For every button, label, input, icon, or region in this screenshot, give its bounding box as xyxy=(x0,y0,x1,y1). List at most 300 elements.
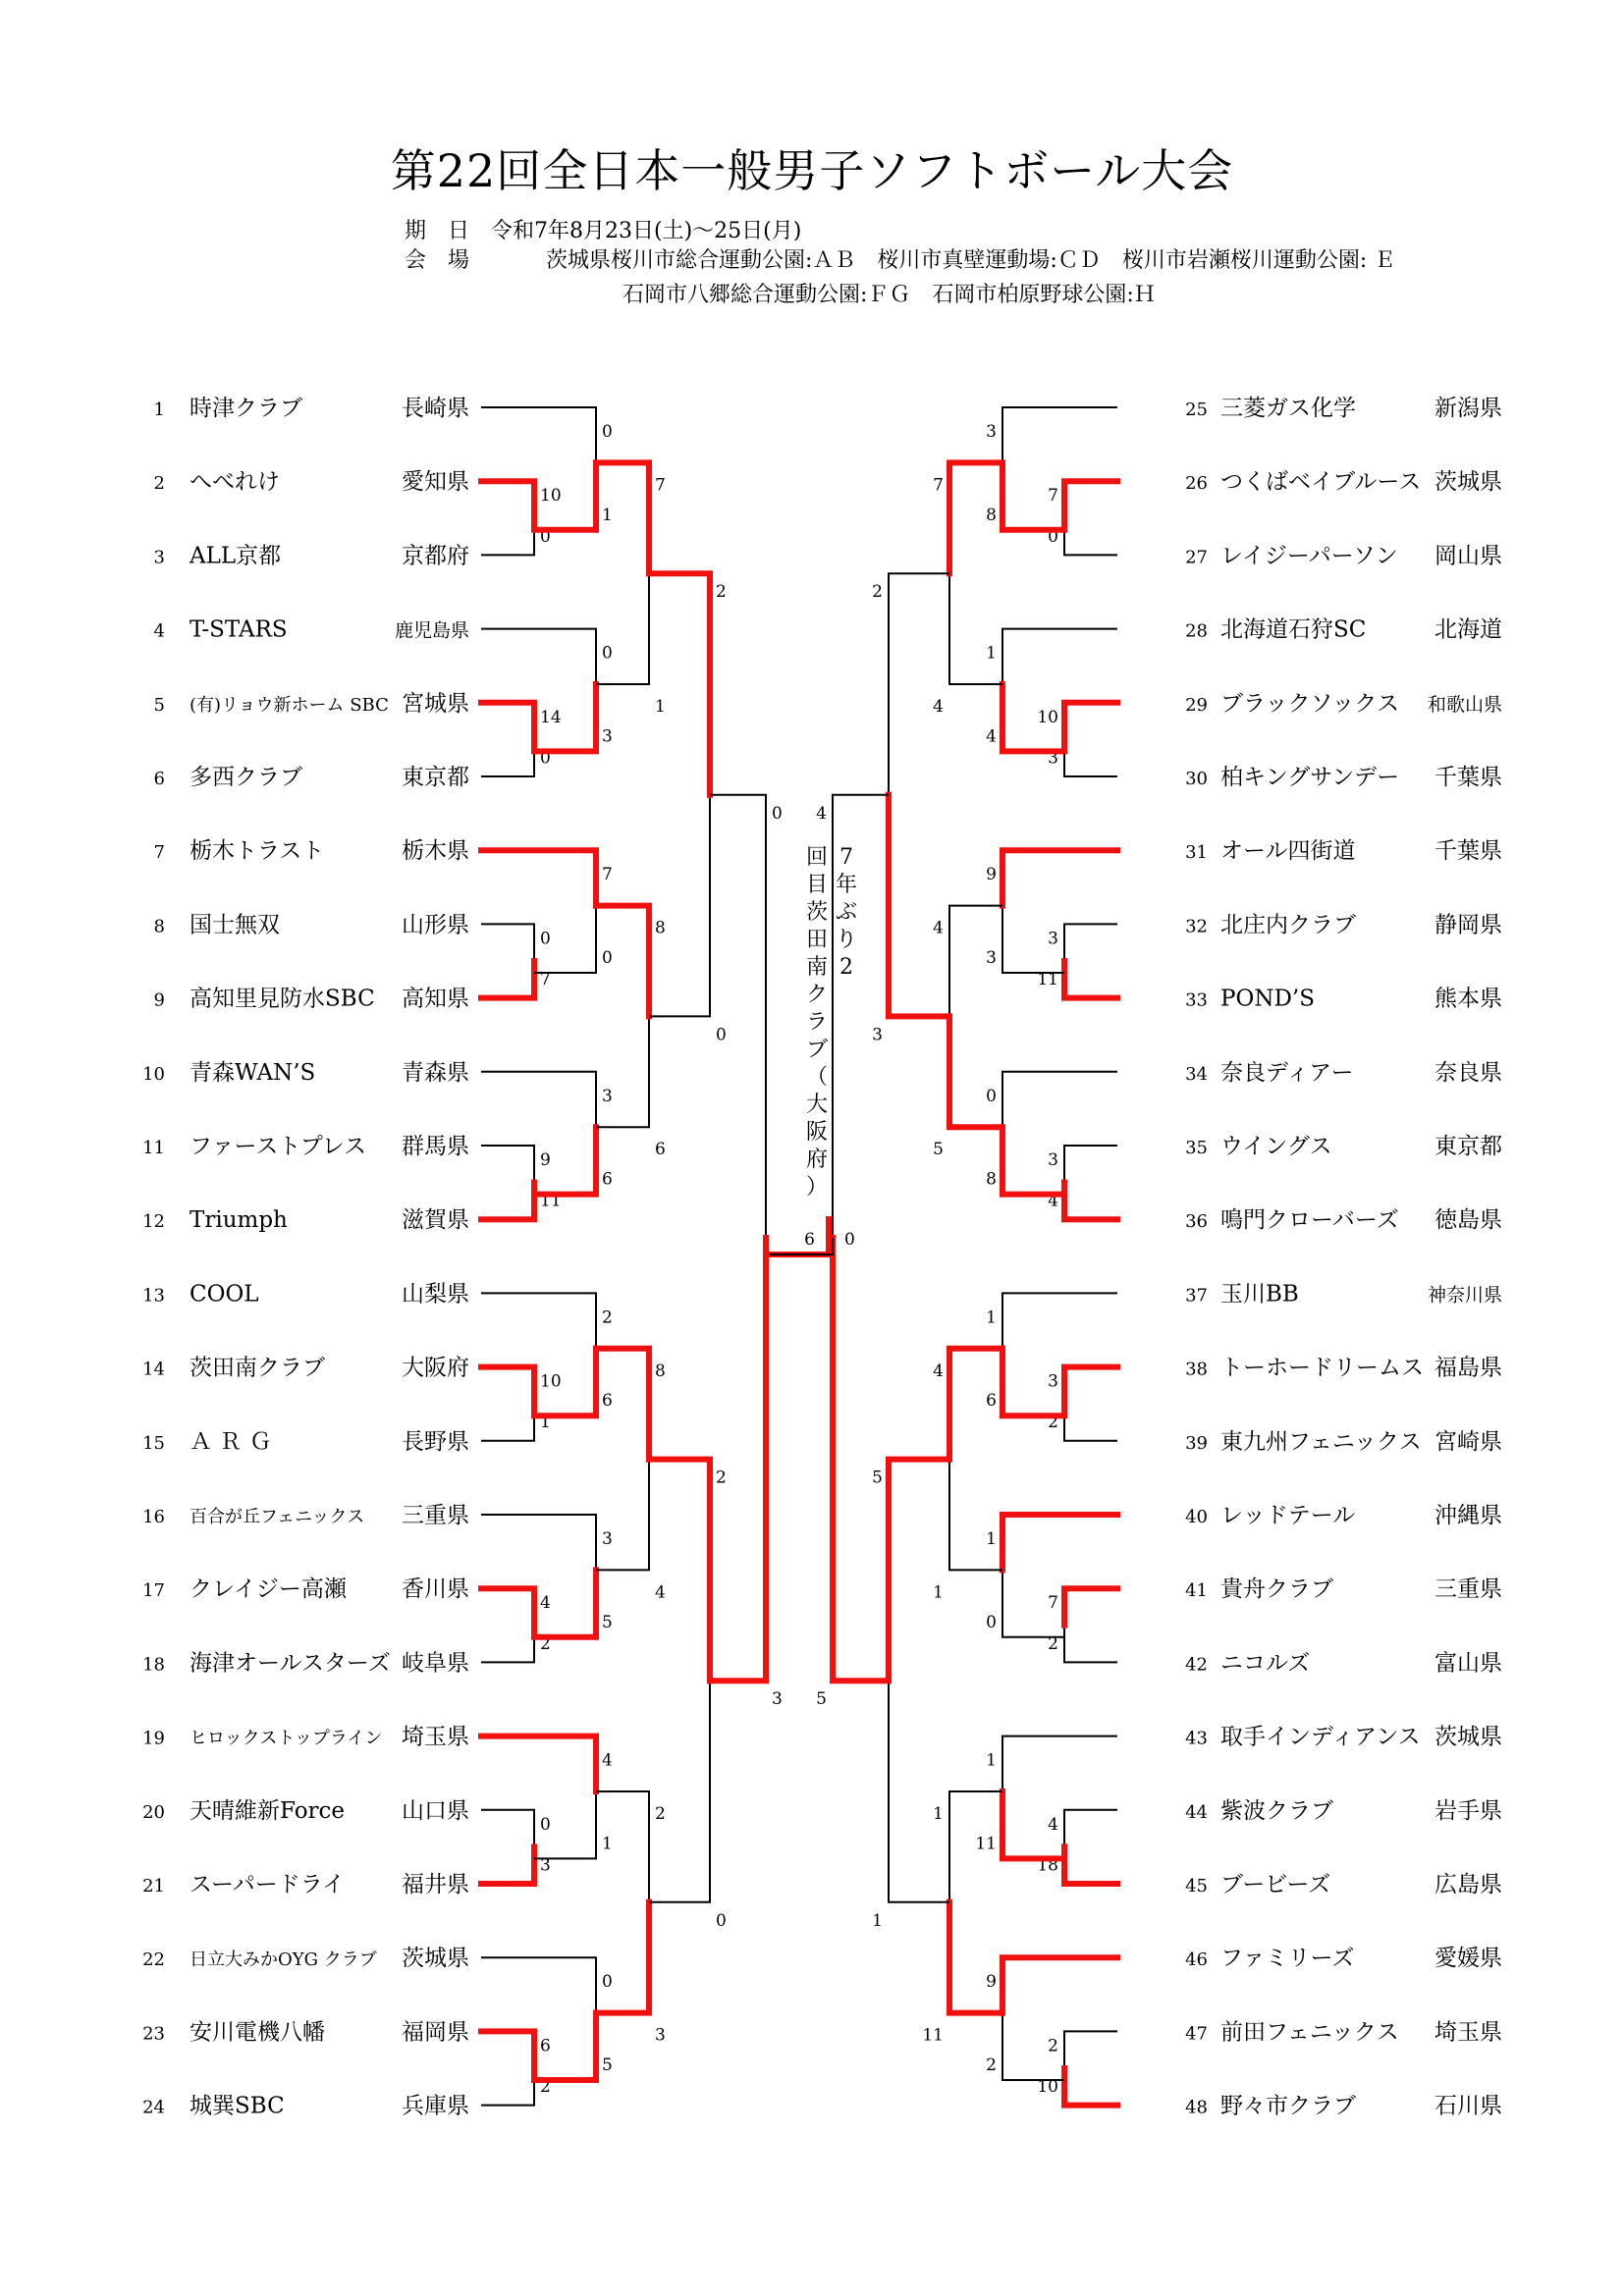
match-score: 3 xyxy=(602,1086,613,1106)
bracket-line xyxy=(1064,924,1117,997)
bracket-line xyxy=(481,407,596,530)
match-score: 1 xyxy=(655,697,666,717)
team-name: 北海道石狩SC xyxy=(1220,616,1367,643)
champion-note-char: 阪 xyxy=(805,1120,829,1145)
bracket-line xyxy=(1064,1367,1117,1441)
team-number: 3 xyxy=(153,547,165,568)
bracket-line xyxy=(1002,1072,1117,1195)
bracket-line xyxy=(710,795,766,1681)
champion-note-char: 年 xyxy=(835,873,858,897)
team-number: 6 xyxy=(153,769,165,789)
winner-line xyxy=(1064,481,1117,518)
match-score: 4 xyxy=(933,697,944,717)
winner-line xyxy=(1064,1588,1117,1626)
match-score: 2 xyxy=(716,582,727,603)
winner-line xyxy=(649,573,710,795)
team-prefecture: 三重県 xyxy=(402,1503,469,1528)
match-score: 2 xyxy=(986,2056,997,2075)
team-number: 5 xyxy=(153,694,165,716)
team-number: 20 xyxy=(142,1801,165,1823)
team-name: 前田フェニックス xyxy=(1220,2019,1399,2046)
team-prefecture: 沖縄県 xyxy=(1435,1503,1502,1528)
team-number: 1 xyxy=(153,400,165,420)
team-number: 22 xyxy=(142,1949,165,1971)
match-score: 5 xyxy=(602,2056,613,2075)
team-number: 13 xyxy=(142,1285,165,1307)
team-prefecture: 静岡県 xyxy=(1435,912,1502,938)
team-name: 百合が丘フェニックス xyxy=(189,1507,365,1527)
winner-line xyxy=(481,1183,534,1220)
team-name: ブービーズ xyxy=(1220,1872,1331,1897)
match-score: 0 xyxy=(1048,526,1058,547)
match-score: 1 xyxy=(602,505,613,525)
winner-line xyxy=(949,1016,1002,1127)
match-score: 9 xyxy=(540,1150,551,1170)
match-score: 5 xyxy=(872,1468,883,1488)
team-name: ウイングス xyxy=(1220,1134,1332,1159)
champion-note-char: り xyxy=(835,928,858,952)
champion-note-char: （ xyxy=(805,1065,829,1090)
match-score: 4 xyxy=(933,1361,944,1381)
team-number: 48 xyxy=(1185,2097,1208,2118)
match-score: 2 xyxy=(872,582,883,603)
team-prefecture: 大阪府 xyxy=(402,1355,469,1381)
team-number: 46 xyxy=(1185,1949,1208,1971)
match-score: 1 xyxy=(933,1582,944,1603)
team-name: (有)リョウ新ホーム SBC xyxy=(189,694,389,716)
team-prefecture: 滋賀県 xyxy=(402,1207,469,1234)
bracket-line xyxy=(481,481,534,555)
winner-line xyxy=(1064,961,1117,998)
team-prefecture: 和歌山県 xyxy=(1427,693,1502,716)
match-score: 2 xyxy=(540,1633,551,1654)
winner-line xyxy=(833,1238,889,1681)
team-name: T-STARS xyxy=(189,616,288,643)
team-number: 37 xyxy=(1185,1285,1208,1307)
match-score: 0 xyxy=(602,948,613,968)
winner-line xyxy=(481,703,534,740)
team-number: 17 xyxy=(142,1580,165,1602)
match-score: 18 xyxy=(1037,1855,1058,1876)
team-name: ファミリーズ xyxy=(1220,1946,1355,1972)
match-score: 6 xyxy=(655,1140,666,1160)
match-score: 6 xyxy=(602,1169,613,1190)
match-score: 4 xyxy=(540,1593,551,1614)
team-name: 野々市クラブ xyxy=(1220,2093,1356,2119)
team-prefecture: 千葉県 xyxy=(1435,765,1502,790)
team-prefecture: 長崎県 xyxy=(402,396,469,421)
bracket-line xyxy=(1002,850,1117,973)
bracket-line xyxy=(481,629,596,752)
match-score: 2 xyxy=(716,1468,727,1488)
winner-line xyxy=(889,1460,949,1682)
winner-line xyxy=(481,481,534,518)
team-number: 18 xyxy=(142,1654,165,1676)
team-number: 31 xyxy=(1185,842,1208,864)
match-score: 2 xyxy=(540,2077,551,2097)
winner-line xyxy=(481,1588,534,1626)
team-name: 紫波クラブ xyxy=(1220,1797,1333,1824)
match-score: 0 xyxy=(540,1814,551,1835)
bracket-line xyxy=(1002,1957,1117,2080)
match-score: 0 xyxy=(772,803,783,824)
team-name: 玉川BB xyxy=(1220,1281,1299,1308)
final-score-left: 6 xyxy=(804,1230,815,1250)
team-number: 14 xyxy=(142,1359,165,1380)
team-name: ファーストプレス xyxy=(189,1134,367,1159)
bracket-line xyxy=(481,1588,534,1662)
team-prefecture: 東京都 xyxy=(402,765,469,790)
champion-note-char: 大 xyxy=(805,1093,829,1117)
champion-note-char: ラ xyxy=(805,1010,829,1035)
match-score: 0 xyxy=(602,1972,613,1993)
match-score: 8 xyxy=(655,1361,666,1381)
team-name: ALL京都 xyxy=(189,543,282,569)
match-score: 7 xyxy=(602,865,613,885)
period-label: 期 日 xyxy=(405,219,470,243)
team-name: Ａ Ｒ Ｇ xyxy=(189,1428,272,1455)
team-name: 鳴門クローバーズ xyxy=(1220,1207,1399,1234)
match-score: 3 xyxy=(1048,929,1058,949)
team-name: POND’S xyxy=(1220,986,1315,1012)
champion-note-char: 回 xyxy=(805,845,829,870)
match-score: 0 xyxy=(602,422,613,442)
match-score: 1 xyxy=(986,643,997,664)
winner-line xyxy=(481,1846,534,1884)
team-number: 36 xyxy=(1185,1211,1208,1233)
team-name: ニコルズ xyxy=(1220,1650,1311,1677)
champion-note-char: 府 xyxy=(805,1148,829,1172)
team-prefecture: 石川県 xyxy=(1435,2093,1502,2119)
team-number: 33 xyxy=(1185,989,1208,1011)
bracket-line xyxy=(1002,1515,1117,1637)
bracket-line xyxy=(1002,1736,1117,1859)
team-name: つくばベイブルース xyxy=(1220,469,1422,496)
winner-line xyxy=(1002,850,1117,905)
match-score: 4 xyxy=(933,918,944,938)
venue-label: 会 場 xyxy=(405,248,470,273)
venue-line-2: 石岡市八郷総合運動公園:ＦＧ 石岡市柏原野球公園:Ｈ xyxy=(623,283,1156,307)
match-score: 7 xyxy=(1048,486,1058,507)
bracket-line xyxy=(1002,1293,1117,1415)
team-prefecture: 愛媛県 xyxy=(1435,1946,1502,1972)
champion-note-char: 南 xyxy=(805,955,829,980)
match-score: 10 xyxy=(1037,707,1058,727)
team-prefecture: 岩手県 xyxy=(1435,1797,1502,1824)
team-number: 7 xyxy=(153,842,165,864)
match-score: 3 xyxy=(1048,748,1058,769)
team-number: 23 xyxy=(142,2023,165,2045)
team-prefecture: 香川県 xyxy=(402,1576,469,1603)
team-number: 45 xyxy=(1185,1876,1208,1896)
match-score: 11 xyxy=(1037,970,1058,989)
page-title: 第22回全日本一般男子ソフトボール大会 xyxy=(390,144,1234,197)
team-prefecture: 熊本県 xyxy=(1435,986,1502,1012)
team-prefecture: 富山県 xyxy=(1435,1650,1502,1677)
bracket-line xyxy=(1064,481,1117,555)
team-prefecture: 岡山県 xyxy=(1435,543,1502,569)
team-name: 青森WAN’S xyxy=(189,1059,316,1086)
team-name: レッドテール xyxy=(1220,1503,1356,1528)
match-score: 1 xyxy=(986,1750,997,1771)
bracket-line xyxy=(1064,1146,1117,1219)
match-score: 9 xyxy=(986,1972,997,1993)
match-score: 4 xyxy=(602,1750,613,1771)
winner-line xyxy=(1002,1957,1117,2012)
team-name: 多西クラブ xyxy=(189,765,302,790)
team-name: 貴舟クラブ xyxy=(1220,1576,1333,1603)
match-score: 3 xyxy=(872,1025,883,1045)
winner-line xyxy=(710,1238,766,1681)
bracket-line xyxy=(481,1072,596,1195)
bracket-line xyxy=(1064,2031,1117,2105)
team-prefecture: 広島県 xyxy=(1435,1872,1502,1897)
team-name: へべれけ xyxy=(189,469,280,496)
team-number: 2 xyxy=(153,473,165,495)
team-prefecture: 高知県 xyxy=(402,986,469,1012)
team-prefecture: 奈良県 xyxy=(1435,1059,1502,1086)
match-score: 2 xyxy=(1048,1413,1058,1433)
team-prefecture: 新潟県 xyxy=(1435,396,1502,421)
bracket-line xyxy=(889,573,949,1016)
champion-note-char: ブ xyxy=(805,1038,829,1062)
team-name: オール四街道 xyxy=(1220,838,1356,865)
team-number: 24 xyxy=(142,2097,165,2118)
match-score: 3 xyxy=(986,948,997,968)
team-prefecture: 茨城県 xyxy=(1435,1724,1502,1750)
match-score: 0 xyxy=(540,526,551,547)
team-prefecture: 群馬県 xyxy=(402,1134,469,1159)
team-prefecture: 埼玉県 xyxy=(402,1724,469,1750)
team-prefecture: 岐阜県 xyxy=(402,1650,469,1677)
winner-line xyxy=(1064,1846,1117,1884)
team-number: 4 xyxy=(153,620,165,642)
team-name: 海津オールスターズ xyxy=(189,1650,391,1677)
match-score: 11 xyxy=(922,2025,944,2046)
champion-note-char: 2 xyxy=(839,955,853,980)
team-name: 栃木トラスト xyxy=(189,838,325,865)
match-score: 0 xyxy=(986,1086,997,1106)
team-name: 柏キングサンデー xyxy=(1220,765,1400,790)
team-name: 取手インディアンス xyxy=(1220,1724,1421,1750)
team-name: COOL xyxy=(189,1281,259,1308)
team-name: 東九州フェニックス xyxy=(1220,1428,1422,1455)
team-name: 日立大みかOYG クラブ xyxy=(189,1949,377,1971)
team-name: スーパードライ xyxy=(189,1872,346,1897)
match-score: 0 xyxy=(986,1612,997,1632)
bracket-line xyxy=(1064,703,1117,776)
match-score: 8 xyxy=(655,918,666,938)
match-score: 3 xyxy=(986,422,997,442)
team-prefecture: 徳島県 xyxy=(1435,1207,1502,1234)
match-score: 2 xyxy=(1048,1633,1058,1654)
team-name: 高知里見防水SBC xyxy=(189,986,375,1012)
match-score: 1 xyxy=(540,1413,551,1433)
team-number: 9 xyxy=(153,989,165,1011)
champion-note-char: 7 xyxy=(839,845,853,870)
team-prefecture: 北海道 xyxy=(1435,616,1502,643)
team-prefecture: 鹿児島県 xyxy=(394,619,469,642)
winner-line xyxy=(481,1367,534,1405)
team-prefecture: 神奈川県 xyxy=(1427,1284,1502,1307)
champion-note-char: ク xyxy=(805,983,829,1007)
winner-line xyxy=(481,2031,534,2068)
team-name: Triumph xyxy=(189,1207,288,1234)
team-number: 32 xyxy=(1185,916,1208,937)
match-score: 9 xyxy=(986,865,997,885)
team-prefecture: 福岡県 xyxy=(402,2019,469,2046)
team-number: 8 xyxy=(153,916,165,937)
team-number: 16 xyxy=(142,1507,165,1527)
winner-line xyxy=(766,1219,829,1255)
bracket-line xyxy=(481,1367,534,1441)
bracket-line xyxy=(481,1146,534,1219)
bracket-line xyxy=(649,573,710,1016)
match-score: 3 xyxy=(602,726,613,747)
match-score: 1 xyxy=(986,1308,997,1328)
match-score: 3 xyxy=(1048,1371,1058,1392)
match-score: 3 xyxy=(540,1855,551,1876)
champion-note-char: ） xyxy=(805,1175,829,1200)
final-score-right: 0 xyxy=(844,1230,855,1250)
match-score: 0 xyxy=(540,748,551,769)
winner-line xyxy=(1002,1515,1117,1570)
winner-line xyxy=(481,850,596,905)
team-prefecture: 埼玉県 xyxy=(1435,2019,1502,2046)
team-number: 35 xyxy=(1185,1138,1208,1158)
winner-line xyxy=(481,1736,596,1791)
bracket-line xyxy=(1064,1810,1117,1884)
match-score: 2 xyxy=(602,1308,613,1328)
champion-note-char: 目 xyxy=(805,873,829,897)
team-name: レイジーパーソン xyxy=(1220,543,1398,569)
team-number: 21 xyxy=(142,1876,165,1896)
match-score: 4 xyxy=(986,726,997,747)
team-number: 47 xyxy=(1185,2023,1208,2045)
team-prefecture: 茨城県 xyxy=(1435,469,1502,496)
team-name: ヒロックストップライン xyxy=(189,1728,383,1749)
match-score: 3 xyxy=(655,2025,666,2046)
team-name: ブラックソックス xyxy=(1220,690,1400,717)
match-score: 4 xyxy=(816,803,827,824)
team-number: 44 xyxy=(1185,1801,1208,1823)
bracket-line xyxy=(889,1460,949,1902)
team-number: 40 xyxy=(1185,1507,1208,1527)
match-score: 1 xyxy=(933,1804,944,1824)
team-prefecture: 福島県 xyxy=(1435,1355,1502,1381)
team-number: 25 xyxy=(1185,400,1208,420)
team-number: 12 xyxy=(142,1211,165,1233)
team-prefecture: 長野県 xyxy=(402,1428,469,1455)
match-score: 3 xyxy=(602,1529,613,1549)
match-score: 7 xyxy=(655,475,666,496)
winner-line xyxy=(596,1902,649,2013)
team-number: 28 xyxy=(1185,620,1208,642)
team-number: 10 xyxy=(142,1063,165,1085)
team-prefecture: 宮城県 xyxy=(402,690,469,717)
match-score: 10 xyxy=(540,1371,562,1392)
match-score: 11 xyxy=(540,1191,562,1211)
team-prefecture: 宮崎県 xyxy=(1435,1428,1502,1455)
winner-line xyxy=(1064,703,1117,740)
match-score: 10 xyxy=(1037,2077,1058,2097)
team-prefecture: 福井県 xyxy=(402,1872,469,1897)
team-name: 茨田南クラブ xyxy=(189,1355,325,1381)
match-score: 7 xyxy=(1048,1593,1058,1614)
match-score: 14 xyxy=(540,707,562,727)
match-score: 0 xyxy=(716,1025,727,1045)
team-prefecture: 山形県 xyxy=(402,912,469,938)
team-name: クレイジー高瀬 xyxy=(189,1576,347,1603)
bracket-line xyxy=(1064,1588,1117,1662)
bracket-line xyxy=(481,703,534,776)
team-number: 30 xyxy=(1185,769,1208,789)
match-score: 10 xyxy=(540,486,562,507)
team-number: 29 xyxy=(1185,694,1208,716)
team-name: 時津クラブ xyxy=(189,396,302,421)
match-score: 6 xyxy=(540,2036,551,2056)
match-score: 3 xyxy=(1048,1150,1058,1170)
match-score: 5 xyxy=(816,1689,827,1710)
bracket-line xyxy=(481,1957,596,2080)
team-prefecture: 東京都 xyxy=(1435,1134,1502,1159)
team-name: 城巽SBC xyxy=(189,2093,285,2119)
team-prefecture: 山口県 xyxy=(402,1797,469,1824)
bracket-line xyxy=(481,1810,534,1884)
match-score: 11 xyxy=(975,1834,997,1854)
bracket-line xyxy=(481,850,596,973)
match-score: 6 xyxy=(986,1391,997,1412)
match-score: 7 xyxy=(540,970,551,989)
team-number: 27 xyxy=(1185,547,1208,568)
bracket-line xyxy=(481,1515,596,1637)
match-score: 1 xyxy=(602,1834,613,1854)
champion-note-char: 田 xyxy=(805,928,829,952)
winner-line xyxy=(889,795,949,1017)
team-prefecture: 山梨県 xyxy=(402,1281,469,1308)
bracket-line xyxy=(481,1293,596,1415)
match-score: 7 xyxy=(933,475,944,496)
bracket-line xyxy=(481,924,534,997)
bracket-line xyxy=(1002,629,1117,752)
team-prefecture: 栃木県 xyxy=(402,838,469,865)
match-score: 4 xyxy=(1048,1191,1058,1211)
winner-line xyxy=(649,1460,710,1682)
team-name: 北庄内クラブ xyxy=(1220,912,1356,938)
team-prefecture: 千葉県 xyxy=(1435,838,1502,865)
team-name: 国士無双 xyxy=(189,912,280,938)
match-score: 8 xyxy=(986,1169,997,1190)
team-prefecture: 愛知県 xyxy=(402,469,469,496)
match-score: 1 xyxy=(872,1910,883,1931)
team-prefecture: 兵庫県 xyxy=(402,2093,469,2119)
team-number: 39 xyxy=(1185,1432,1208,1454)
period-value: 令和7年8月23日(土)～25日(月) xyxy=(491,219,802,243)
bracket-line xyxy=(481,1736,596,1859)
team-number: 15 xyxy=(142,1432,165,1454)
team-number: 11 xyxy=(142,1138,165,1158)
team-prefecture: 三重県 xyxy=(1435,1576,1502,1603)
winner-line xyxy=(1064,1183,1117,1220)
champion-note-char: 茨 xyxy=(805,900,829,925)
bracket-line xyxy=(649,1460,710,1902)
champion-note-char: ぶ xyxy=(835,900,858,925)
team-prefecture: 青森県 xyxy=(402,1059,469,1086)
winner-line xyxy=(1064,2068,1117,2106)
match-score: 0 xyxy=(540,929,551,949)
team-number: 26 xyxy=(1185,473,1208,495)
venue-line-1: 茨城県桜川市総合運動公園:ＡＢ 桜川市真壁運動場:ＣＤ 桜川市岩瀬桜川運動公園: Ｅ xyxy=(546,248,1396,273)
